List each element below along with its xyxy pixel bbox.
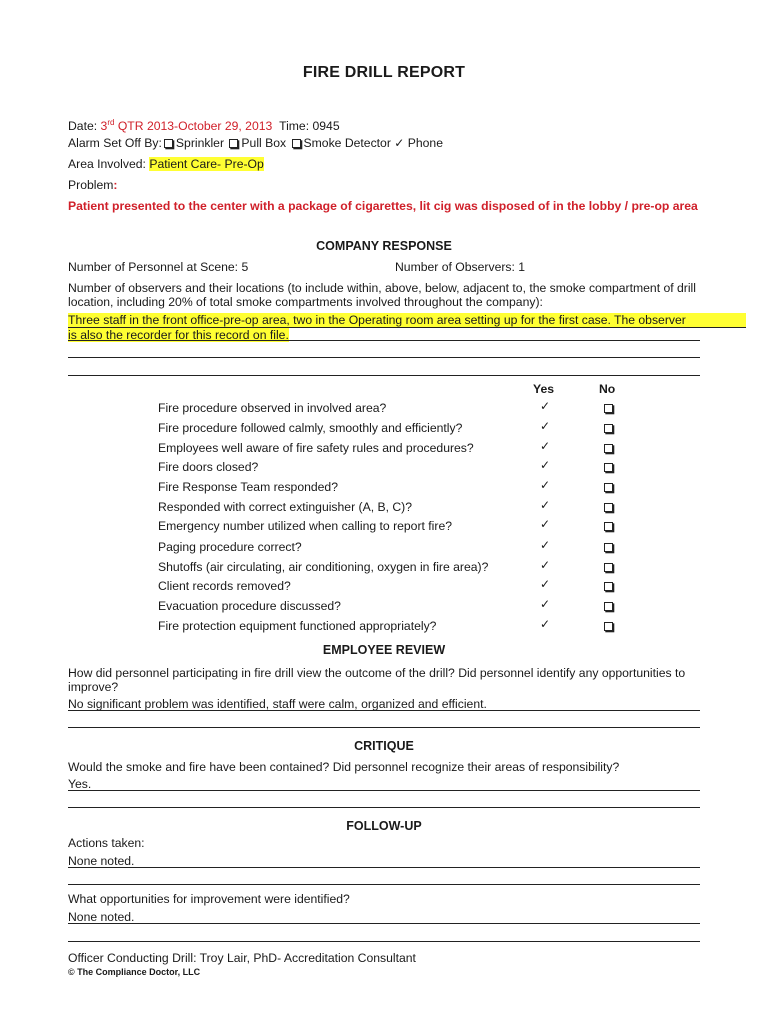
checklist-item: Fire Response Team responded? [158, 480, 338, 494]
actions-taken-label: Actions taken: [68, 836, 145, 850]
yes-checkmark-icon[interactable]: ✓ [539, 558, 551, 572]
answer-line [68, 923, 700, 924]
critique-answer[interactable]: Yes. [68, 777, 92, 791]
no-checkbox-icon[interactable] [602, 460, 614, 474]
employee-review-question: How did personnel participating in fire drill view the outcome of the drill? Did personnel identify any opportunities to improve? [68, 666, 686, 694]
answer-line [68, 941, 700, 942]
yes-checkmark-icon[interactable]: ✓ [539, 577, 551, 591]
answer-line [68, 340, 700, 341]
area-line [68, 157, 264, 171]
yes-checkmark-icon[interactable]: ✓ [539, 439, 551, 453]
answer-line [68, 375, 700, 376]
time-value: 0945 [312, 119, 340, 133]
alarm-option-sprinkler: Sprinkler [175, 136, 225, 150]
no-checkbox-icon[interactable] [602, 500, 614, 514]
officer-line: Officer Conducting Drill: Troy Lair, PhD- Accreditation Consultant [68, 951, 416, 965]
no-checkbox-icon[interactable] [602, 441, 614, 455]
answer-line [68, 867, 700, 868]
answer-line [68, 807, 700, 808]
yes-checkmark-icon[interactable]: ✓ [539, 478, 551, 492]
checklist-item: Fire protection equipment functioned appropriately? [158, 619, 437, 633]
problem-text: Patient presented to the center with a package of cigarettes, lit cig was disposed of in the lobby / pre-op area [68, 199, 698, 213]
personnel-count: Number of Personnel at Scene: 5 [68, 260, 249, 274]
employee-review-heading: EMPLOYEE REVIEW [322, 643, 446, 657]
problem-label-line: Problem: [68, 178, 118, 192]
report-title: FIRE DRILL REPORT [302, 64, 466, 81]
area-label: Area Involved: [68, 157, 146, 171]
checklist-item: Employees well aware of fire safety rules and procedures? [158, 441, 474, 455]
follow-up-heading: FOLLOW-UP [346, 819, 422, 833]
alarm-line [68, 136, 443, 150]
checklist-item: Evacuation procedure discussed? [158, 599, 341, 613]
checklist-item: Emergency number utilized when calling to report fire? [158, 519, 452, 533]
date-line [68, 119, 340, 133]
alarm-option-smoke-detector: Smoke Detector [303, 136, 391, 150]
answer-line [68, 884, 700, 885]
yes-checkmark-icon[interactable]: ✓ [539, 517, 551, 531]
yes-checkmark-icon[interactable]: ✓ [539, 498, 551, 512]
company-response-heading: COMPANY RESPONSE [316, 239, 452, 253]
yes-column-header: Yes [533, 382, 555, 396]
answer-line [68, 727, 700, 728]
critique-heading: CRITIQUE [354, 739, 414, 753]
observers-answer-line2[interactable]: is also the recorder for this record on file. [68, 328, 289, 342]
yes-checkmark-icon[interactable]: ✓ [539, 597, 551, 611]
checkbox-empty-icon[interactable] [164, 139, 173, 148]
checkbox-empty-icon[interactable] [229, 139, 238, 148]
alarm-label: Alarm Set Off By: [68, 136, 162, 150]
observers-count: Number of Observers: 1 [395, 260, 526, 274]
checklist-item: Paging procedure correct? [158, 540, 302, 554]
no-checkbox-icon[interactable] [602, 401, 614, 415]
answer-line [68, 790, 700, 791]
observers-question: Number of observers and their locations (to include within, above, below, adjacent to, the smoke compartment of drill location, including 20% of total smoke compartments involved throughout the company): [68, 281, 696, 309]
no-checkbox-icon[interactable] [602, 421, 614, 435]
time-label: Time: [279, 119, 310, 133]
checklist-item: Shutoffs (air circulating, air conditioning, oxygen in fire area)? [158, 560, 489, 574]
yes-checkmark-icon[interactable]: ✓ [539, 399, 551, 413]
checklist-item: Fire procedure observed in involved area? [158, 401, 387, 415]
no-checkbox-icon[interactable] [602, 619, 614, 633]
improvement-label: What opportunities for improvement were identified? [68, 892, 350, 906]
checklist-item: Responded with correct extinguisher (A, B, C)? [158, 500, 413, 514]
actions-taken-answer[interactable]: None noted. [68, 854, 135, 868]
area-value: Patient Care- Pre-Op [149, 157, 264, 171]
no-checkbox-icon[interactable] [602, 560, 614, 574]
date-value: 3rd QTR 2013-October 29, 2013 [100, 118, 273, 133]
employee-review-answer[interactable]: No significant problem was identified, staff were calm, organized and efficient. [68, 697, 487, 711]
no-checkbox-icon[interactable] [602, 519, 614, 533]
checklist-item: Client records removed? [158, 579, 291, 593]
checklist-item: Fire procedure followed calmly, smoothly and efficiently? [158, 421, 463, 435]
alarm-option-pull-box: Pull Box [241, 136, 287, 150]
problem-label: Problem [68, 178, 114, 192]
checklist-item: Fire doors closed? [158, 460, 259, 474]
alarm-option-phone: Phone [407, 136, 443, 150]
no-checkbox-icon[interactable] [602, 599, 614, 613]
copyright-notice: © The Compliance Doctor, LLC [68, 967, 201, 977]
checkbox-empty-icon[interactable] [292, 139, 301, 148]
yes-checkmark-icon[interactable]: ✓ [539, 458, 551, 472]
date-label: Date: [68, 119, 98, 133]
observers-answer-line1[interactable]: Three staff in the front office-pre-op area, two in the Operating room area setting up for the first case. The observer [68, 313, 746, 328]
no-checkbox-icon[interactable] [602, 480, 614, 494]
critique-question: Would the smoke and fire have been contained? Did personnel recognize their areas of responsibility? [68, 760, 620, 774]
no-checkbox-icon[interactable] [602, 579, 614, 593]
yes-checkmark-icon[interactable]: ✓ [539, 419, 551, 433]
improvement-answer[interactable]: None noted. [68, 910, 135, 924]
no-checkbox-icon[interactable] [602, 540, 614, 554]
yes-checkmark-icon[interactable]: ✓ [539, 617, 551, 631]
answer-line [68, 357, 700, 358]
yes-checkmark-icon[interactable]: ✓ [539, 538, 551, 552]
no-column-header: No [599, 382, 616, 396]
answer-line [68, 710, 700, 711]
checkmark-icon[interactable]: ✓ [394, 136, 405, 150]
